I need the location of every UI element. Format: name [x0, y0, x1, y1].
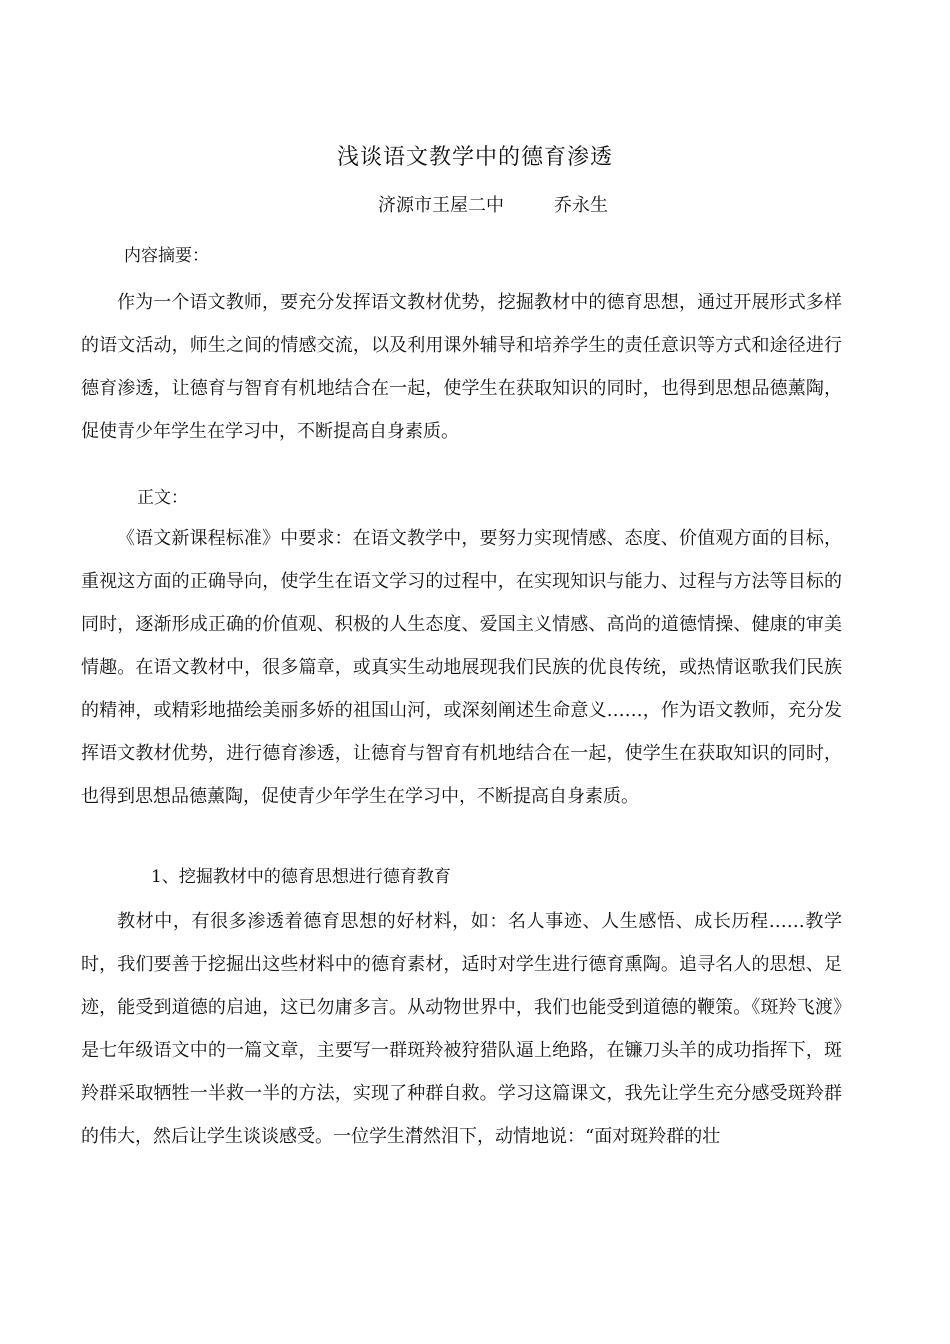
- byline: [378, 191, 608, 217]
- body-paragraph: 《语文新课程标准》中要求：在语文教学中，要努力实现情感、态度、价值观方面的目标，重视这方面的正确导向，使学生在语文学习的过程中，在实现知识与能力、过程与方法等目标的同时，逐渐形成正确的价值观、积极的人生态度、爱国主义情感、高尚的道德情操、健康的审美情趣。在语文教材中，很多篇章，或真实生动地展现我们民族的优良传统，或热情讴歌我们民族的精神，或精彩地描绘美丽多娇的祖国山河，或深刻阐述生命意义……，作为语文教师，充分发挥语文教材优势，进行德育渗透，让德育与智育有机地结合在一起，使学生在获取知识的同时，也得到思想品德薰陶，促使青少年学生在学习中，不断提高自身素质。: [81, 528, 842, 807]
- body-heading: 正文：: [137, 488, 188, 508]
- school-name: 济源市王屋二中: [378, 195, 504, 216]
- author-name: 乔永生: [554, 195, 608, 216]
- abstract-heading: 内容摘要：: [124, 246, 209, 266]
- section-1-heading: 1、挖掘教材中的德育思想进行德育教育: [151, 867, 451, 887]
- section-1-paragraph: 教材中，有很多渗透着德育思想的好材料，如：名人事迹、人生感悟、成长历程……教学时，我们要善于挖掘出这些材料中的德育素材，适时对学生进行德育熏陶。追寻名人的思想、足迹，能受到道德的启迪，这已勿庸多言。从动物世界中，我们也能受到道德的鞭策。《斑羚飞渡》是七年级语文中的一篇文章，主要写一群斑羚被狩猎队逼上绝路，在镰刀头羊的成功指挥下，斑羚群采取牺牲一半救一半的方法，实现了种群自救。学习这篇课文，我先让学生充分感受斑羚群的伟大，然后让学生谈谈感受。一位学生潸然泪下，动情地说：“面对斑羚群的壮: [81, 911, 842, 1147]
- document-title: 浅谈语文教学中的德育渗透: [336, 145, 613, 170]
- abstract-paragraph: 作为一个语文教师，要充分发挥语文教材优势，挖掘教材中的德育思想，通过开展形式多样的语文活动，师生之间的情感交流，以及利用课外辅导和培养学生的责任意识等方式和途径进行德育渗透，让德育与智育有机地结合在一起，使学生在获取知识的同时，也得到思想品德薰陶，促使青少年学生在学习中，不断提高自身素质。: [81, 292, 842, 442]
